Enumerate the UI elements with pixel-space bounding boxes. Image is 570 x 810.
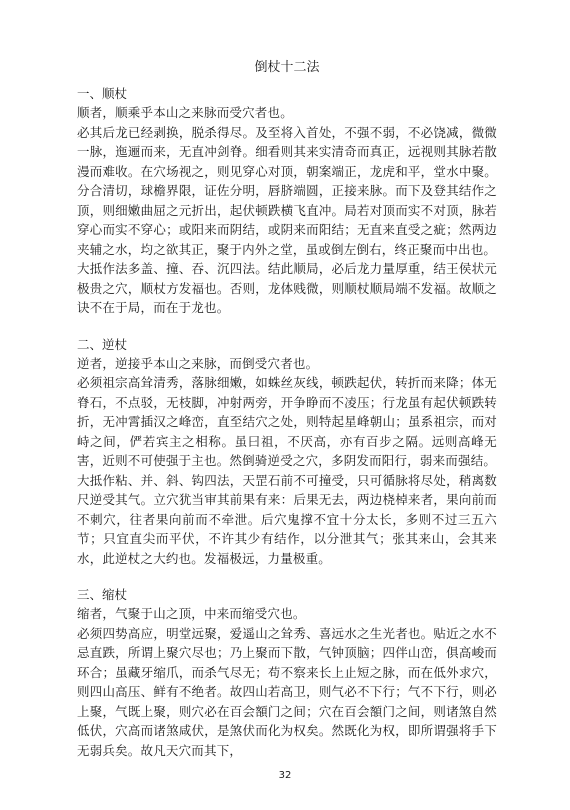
section-suo-zhang [77, 585, 497, 760]
page-number: 32 [278, 770, 292, 781]
section-ni-zhang [77, 335, 497, 569]
page-title: 倒杖十二法 [254, 60, 320, 75]
section-paragraph: 缩者，气聚于山之顶，中来而缩受穴也。 [77, 606, 306, 621]
section-spacer [77, 568, 497, 585]
section-paragraph: 大抵作粘、并、斜、钩四法，天罡石前不可撞受，只可循脉将尽处，稍离数尺逆受其气。立穴犹当审其前果有来：后果无去，两边桡棹来者，果向前而不刺穴，往者果向前而不牵泄。后穴鬼撑不宜十分太长，多则不过三五六节；只宜直尖而平伏，不许其少有结作，以分泄其气；张其来山，会其来水，此逆杖之大约也。发福极远，力量极重。 [77, 472, 497, 566]
section-paragraph: 必须四势高应，明堂远聚，爱遥山之耸秀、喜远水之生光者也。贴近之水不忌直跌，所谓上聚穴尽也；乃上聚而下散，气钟顶脑；四伴山峦，俱高峻而环合；虽藏牙缩爪，而杀气尽无；苟不察来长上止短之脉，而在低外求穴，则四山高压、鲜有不绝者。故四山若高卫，则气必不下行；气不下行，则必上聚，气既上聚，则穴必在百会額门之间；穴在百会額门之间，则诸煞自然低伏，穴高而诸煞咸伏，是煞伏而化为权矣。然既化为权，即所谓强将手下无弱兵矣。故凡天穴而其下， [77, 625, 497, 758]
section-shun-zhang [77, 84, 497, 318]
section-heading: 一、顺杖 [77, 86, 128, 101]
section-paragraph: 大抵作法多盖、撞、吞、沉四法。结此顺局，必后龙力量厚重，结王侯状元极贵之穴，顺杖方发福也。否则，龙体贱微，则顺杖顺局端不发福。故顺之诀不在于局，而在于龙也。 [77, 261, 497, 315]
section-paragraph: 逆者，逆接乎本山之来脉，而倒受穴者也。 [77, 355, 319, 371]
document-page [77, 58, 497, 760]
section-spacer [77, 318, 497, 335]
section-heading: 二、逆杖 [77, 336, 128, 352]
section-paragraph: 必其后龙已经剥换，脱杀得尽。及至将入首处，不强不弱，不必饶减，微微一脉，迤逦而来，无直冲剑脊。细看则其来实清奇而真正，远视则其脉若散漫而难收。在穴场视之，则见穿心对顶，朝案端正，龙虎和平，堂水中聚。分合清切，球檐界限，证佐分明，唇脐端圆，正接来脉。而下及登其结作之顶，则细嫩曲屈之元折出，起伏顿跌横飞直冲。局若对顶而实不对顶，脉若穿心而实不穿心；或阳来而阴结，或阴来而阳结；无直来直受之疵；然两边夹辅之水，均之欲其正，聚于内外之堂，虽或倒左倒右，终正聚而中出也。 [77, 124, 497, 257]
section-paragraph: 必须祖宗高耸清秀，落脉细嫩，如蛛丝灰线，顿跌起伏，转折而来降；体无脊石，不点驳，无枝脚，冲射两旁，开争睁而不凌压；行龙虽有起伏顿跌转折，无冲霄插汉之峰峦，直至结穴之处，则特起星峰朝山；虽系祖宗，而对峙之间，俨若宾主之相称。虽曰祖，不厌高，亦有百步之隔。远则高峰无害，近则不可使强于主也。然倒骑逆受之穴，多阴发而阳行，弱来而强结。 [77, 375, 497, 468]
section-heading: 三、缩杖 [77, 587, 128, 602]
section-paragraph: 顺者，顺乘乎本山之来脉而受穴者也。 [77, 105, 293, 120]
